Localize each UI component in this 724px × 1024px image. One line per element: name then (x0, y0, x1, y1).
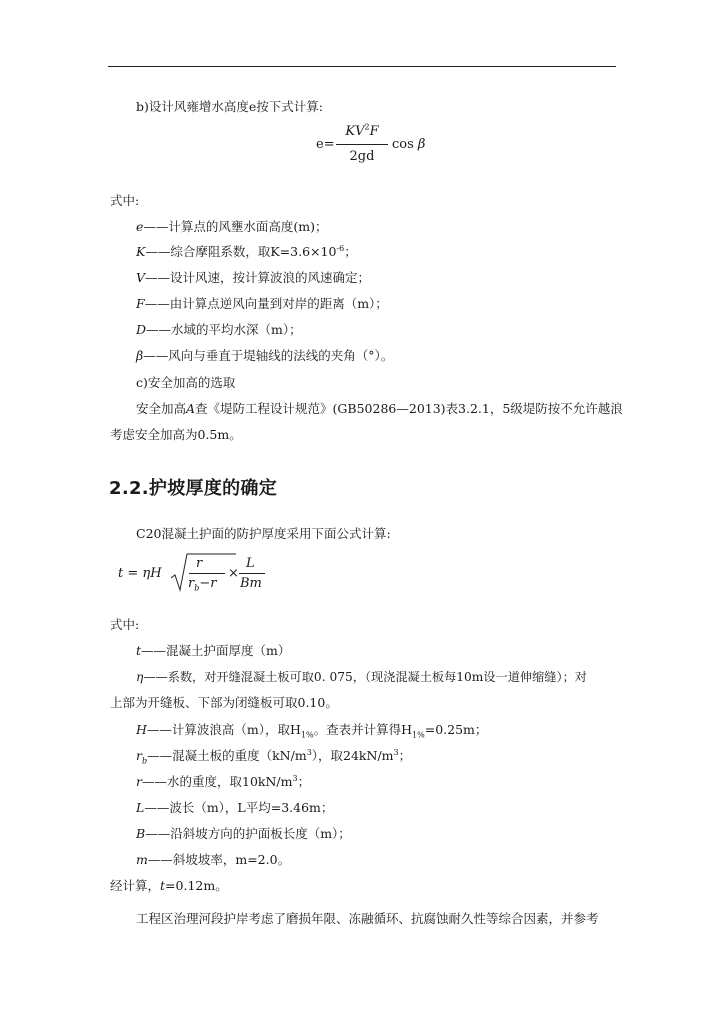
formula2-den2: Bm (240, 576, 262, 591)
formula2-bar1 (189, 573, 225, 574)
last-para-line: 工程区治理河段护岸考虑了磨损年限、冻融循环、抗腐蚀耐久性等综合因素，并参考 (136, 911, 599, 926)
def-t: t——混凝土护面厚度（m） (136, 643, 291, 658)
def-D: D——水域的平均水深（m）； (136, 322, 302, 337)
def-beta: β——风向与垂直于堤轴线的法线的夹角（°）。 (136, 348, 394, 363)
formula2-den1: $r_b-r$ (188, 576, 217, 593)
formula1-fraction-bar (336, 144, 388, 145)
formula2-num-r: r (196, 556, 203, 571)
def-rb: $r_b——$混凝土板的重度$(kN/m^3)$，取$24kN/m^3$； (136, 747, 412, 766)
formula-slab-thickness (118, 552, 262, 596)
safety-para-line2: 考虑安全加高为0.5m。 (110, 427, 242, 442)
def-B: B——沿斜坡方向的护面板长度（m）； (136, 826, 351, 841)
header-rule (108, 66, 616, 67)
formula1-lhs: e= (316, 137, 335, 152)
def-K: K——综合摩阻系数，取$K=3.6\times 10^{-6}$； (136, 243, 357, 259)
para-c20: C20混凝土护面的防护厚度采用下面公式计算: (136, 526, 391, 541)
formula1-numerator: $KV^2F$ (345, 122, 379, 139)
formula2-num-L: L (246, 556, 255, 571)
def-V: V——设计风速，按计算波浪的风速确定； (136, 270, 371, 285)
shizhong-label-2: 式中: (110, 617, 140, 632)
def-F: F——由计算点逆风向量到对岸的距离（m）； (136, 296, 388, 311)
def-L: L——波长（m），L平均=3.46m； (136, 800, 334, 815)
formula1-denominator: 2gd (349, 149, 375, 164)
def-eta-cont: 上部为开缝板、下部为闭缝板可取0.10。 (110, 695, 338, 710)
def-m: m——斜坡坡率，m=2.0。 (136, 852, 291, 867)
def-eta: η——系数，对开缝混凝土板可取0. 075，（现浇混凝土板每10m设一道伸缩缝）；对 (136, 670, 587, 684)
result-line: 经计算，t=0.12m。 (110, 878, 228, 893)
def-r: r——水的重度，取$10kN/m^3$； (136, 773, 311, 789)
formula-wind-setup (316, 122, 426, 170)
def-H: H——计算波浪高（m），取$H_{1\%}$。查表并计算得$H_{1\%}=0.25m$； (136, 722, 488, 740)
formula1-cos: cos β (392, 137, 426, 152)
section-heading-2-2: 2.2.护坡厚度的确定 (109, 478, 278, 499)
para-c-title: c)安全加高的选取 (136, 375, 236, 390)
shizhong-label-1: 式中: (110, 193, 140, 208)
safety-para-line1: 安全加高A查《堤防工程设计规范》(GB50286—2013)表3.2.1，5级堤防按不允许越浪 (136, 401, 623, 416)
formula2-bar2 (239, 573, 265, 574)
formula2-times: × (228, 566, 239, 581)
para-b-title: b)设计风雍增水高度e按下式计算: (136, 99, 323, 114)
def-e: e——计算点的风壅水面高度(m)； (136, 219, 328, 234)
formula2-lhs: t = ηH (118, 566, 162, 581)
